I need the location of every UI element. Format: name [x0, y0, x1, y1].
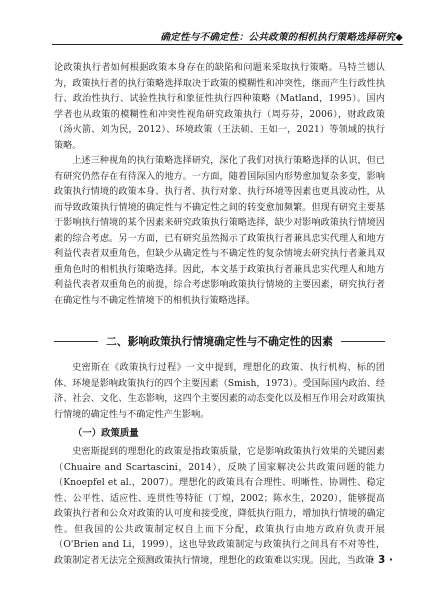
section-title: 二、影响政策执行情境确定性与不确定性的因素: [106, 335, 333, 348]
spacer: [54, 309, 385, 324]
section-rule-left: [54, 341, 98, 342]
header-rule: [52, 44, 403, 45]
running-title: 确定性与不确定性：公共政策的相机执行策略选择研究◆: [160, 32, 403, 43]
main-content: [54, 61, 385, 569]
body-paragraph-1: 论政策执行者如何根据政策本身存在的缺陷和问题来采取执行策略。马特兰德认为，政策执行者的执行策略选择取决于政策的模糊性和冲突性，继而产生行政性执行、政治性执行、试验性执行和象征性执行四种策略（Matland，1995）。国内学者也从政策的模糊性和冲突性视角研究政策执行（周芬芬，2006），财政政策（汤火箭、刘为民，2012）、环境政策（王法硕、王如一，2021）等领域的执行策略。: [54, 63, 385, 151]
subsection-title: （一）政策质量: [73, 428, 139, 439]
section-intro-paragraph: 史密斯在《政策执行过程》一文中提到，理想化的政策、执行机构、标的团体、环境是影响政策执行的四个主要因素（Smish，1973）。受国际国内政治、经济、社会、文化、生态影响，这四个主要因素的动态变化以及相互作用会对政策执行情境的确定性与不确定性产生影响。: [54, 363, 385, 420]
page-number: · 3 ·: [370, 554, 393, 566]
body-paragraph-2: 上述三种视角的执行策略选择研究，深化了我们对执行策略选择的认识，但已有研究仍然存在有待深入的地方。一方面，随着国际国内形势愈加复杂多变，影响政策执行情境的政策本身、执行者、执行对象、执行环境等因素也更具波动性，从而导致政策执行情境的确定性与不确定性之间的转变愈加频繁。但现有研究主要基于影响执行情境的某个因素来研究政策执行策略选择，缺少对影响政策执行情境因素的综合考虑。另一方面，已有研究虽然揭示了政策执行者兼具忠实代理人和地方利益代表者双重角色，但缺少从确定性与不确定性的复杂情境去研究执行者兼具双重角色时的相机执行策略选择。因此，本文基于政策执行者兼具忠实代理人和地方利益代表者双重角色的前提，综合考虑影响政策执行情境的主要因素，研究执行者在确定性与不确定性情境下的相机执行策略选择。: [54, 156, 385, 306]
section-heading: [54, 334, 385, 349]
section-rule-right: [341, 341, 385, 342]
subsection-paragraph: 史密斯提到的理想化的政策是指政策质量，它是影响政策执行效果的关键因素（Chuaire and Scartascini，2014），反映了国家解决公共政策问题的能力（Knoepfel et al.，2007）。理想化的政策具有合理性、明晰性、协调性、稳定性、公平性、适应性、连贯性等特征（丁煌，2002；陈水生，2020），能够提高政策执行者和公众对政策的认可度和接受度，降低执行阻力，增加执行情境的确定性。但我国的公共政策制定权自上而下分配，政策执行由地方政府负责开展（O'Brien and Li，1999），这也导致政策制定与政策执行之间具有不对等性，政策制定者无法完全预测政策执行情境，理想化的政策难以实现。因此，当政策: [54, 447, 385, 566]
